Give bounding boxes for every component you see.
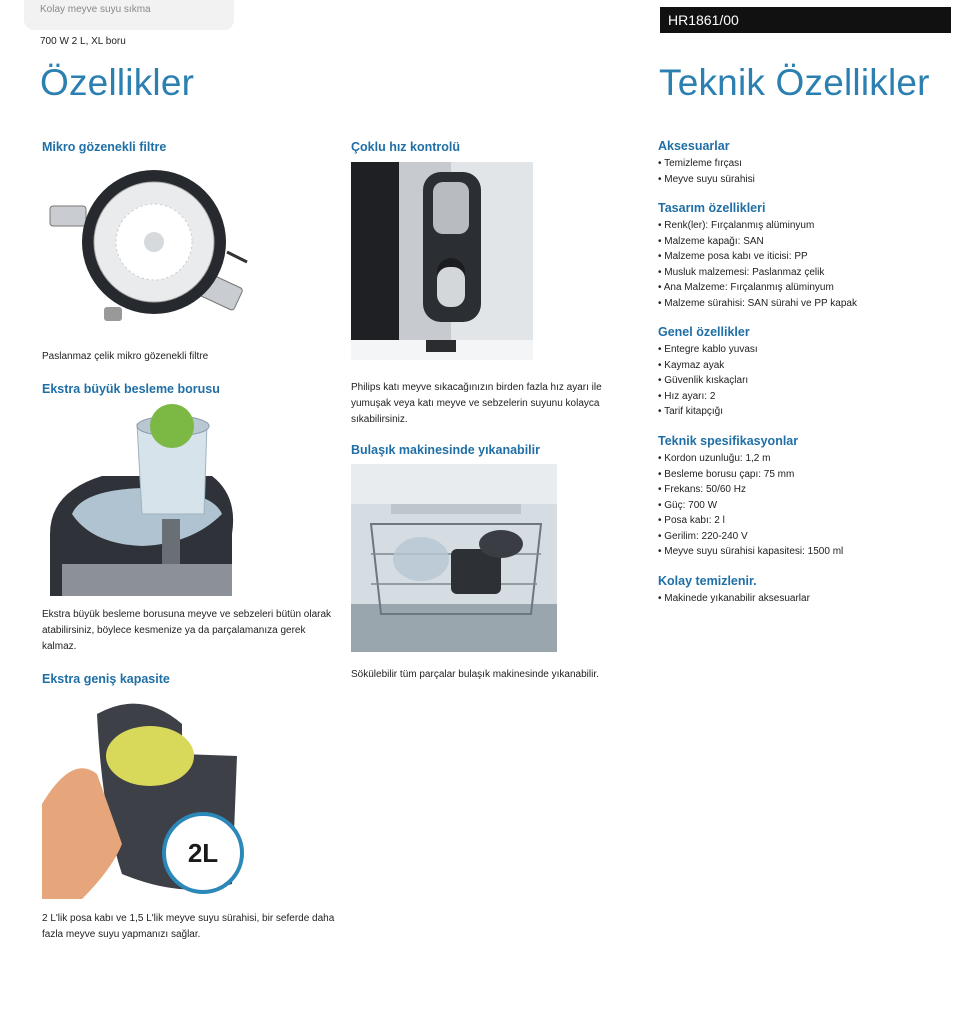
spec-title-accessories: Aksesuarlar: [658, 139, 730, 153]
filter-image: [42, 162, 252, 337]
capacity-badge: 2L: [162, 812, 244, 894]
tech-specs-heading: Teknik Özellikler: [659, 62, 930, 103]
spec-item: • Meyve suyu sürahisi: [658, 172, 755, 188]
spec-title-general: Genel özellikler: [658, 325, 750, 339]
spec-list-cleaning: [658, 591, 810, 607]
spec-list-accessories: [658, 156, 755, 187]
spec-item: • Güç: 700 W: [658, 498, 843, 514]
spec-item: • Güvenlik kıskaçları: [658, 373, 758, 389]
dishwasher-image: [351, 464, 557, 652]
spec-item: • Malzeme posa kabı ve iticisi: PP: [658, 249, 857, 265]
spec-title-cleaning: Kolay temizlenir.: [658, 574, 757, 588]
spec-item: • Posa kabı: 2 l: [658, 513, 843, 529]
top-cut-text: Kolay meyve suyu sıkma: [40, 4, 151, 15]
spec-list-technical: [658, 451, 843, 560]
spec-item: • Makinede yıkanabilir aksesuarlar: [658, 591, 810, 607]
top-line: 700 W 2 L, XL boru: [40, 36, 126, 47]
spec-item: • Meyve suyu sürahisi kapasitesi: 1500 ml: [658, 544, 843, 560]
spec-item: • Entegre kablo yuvası: [658, 342, 758, 358]
speed-control-image: [351, 162, 533, 360]
spec-item: • Malzeme kapağı: SAN: [658, 234, 857, 250]
feature-caption-dishwasher: Sökülebilir tüm parçalar bulaşık makinesinde yıkanabilir.: [351, 669, 599, 680]
feature-title-capacity: Ekstra geniş kapasite: [42, 672, 170, 686]
spec-item: • Malzeme sürahisi: SAN sürahi ve PP kapak: [658, 296, 857, 312]
model-bar: HR1861/00: [660, 7, 951, 33]
feature-title-feed-tube: Ekstra büyük besleme borusu: [42, 382, 220, 396]
feature-title-speed: Çoklu hız kontrolü: [351, 140, 461, 154]
spec-title-technical: Teknik spesifikasyonlar: [658, 434, 799, 448]
spec-item: • Temizleme fırçası: [658, 156, 755, 172]
feature-caption-speed: Philips katı meyve sıkacağınızın birden fazla hız ayarı ile yumuşak veya katı meyve ve sebzelerin suyunu kolayca sıkabilirsiniz.: [351, 382, 602, 425]
feature-caption-capacity: 2 L'lik posa kabı ve 1,5 L'lik meyve suyu sürahisi, bir seferde daha fazla meyve suyu yapmanızı sağlar.: [42, 913, 335, 940]
spec-item: • Besleme borusu çapı: 75 mm: [658, 467, 843, 483]
feature-title-dishwasher: Bulaşık makinesinde yıkanabilir: [351, 443, 540, 457]
spec-item: • Kordon uzunluğu: 1,2 m: [658, 451, 843, 467]
spec-title-design: Tasarım özellikleri: [658, 201, 766, 215]
spec-item: • Ana Malzeme: Fırçalanmış alüminyum: [658, 280, 857, 296]
spec-item: • Hız ayarı: 2: [658, 389, 758, 405]
spec-item: • Renk(ler): Fırçalanmış alüminyum: [658, 218, 857, 234]
spec-list-design: [658, 218, 857, 311]
spec-list-general: [658, 342, 758, 420]
spec-item: • Tarif kitapçığı: [658, 404, 758, 420]
spec-item: • Musluk malzemesi: Paslanmaz çelik: [658, 265, 857, 281]
feed-tube-image: [42, 404, 252, 596]
spec-item: • Gerilim: 220-240 V: [658, 529, 843, 545]
feature-title-filter: Mikro gözenekli filtre: [42, 140, 167, 154]
features-heading: Özellikler: [40, 62, 195, 103]
spec-item: • Kaymaz ayak: [658, 358, 758, 374]
feature-caption-feed-tube: Ekstra büyük besleme borusuna meyve ve sebzeleri bütün olarak atabilirsiniz, böylece kesmenize ya da parçalamanıza gerek kalmaz.: [42, 609, 332, 652]
spec-item: • Frekans: 50/60 Hz: [658, 482, 843, 498]
feature-caption-filter: Paslanmaz çelik mikro gözenekli filtre: [42, 351, 209, 362]
